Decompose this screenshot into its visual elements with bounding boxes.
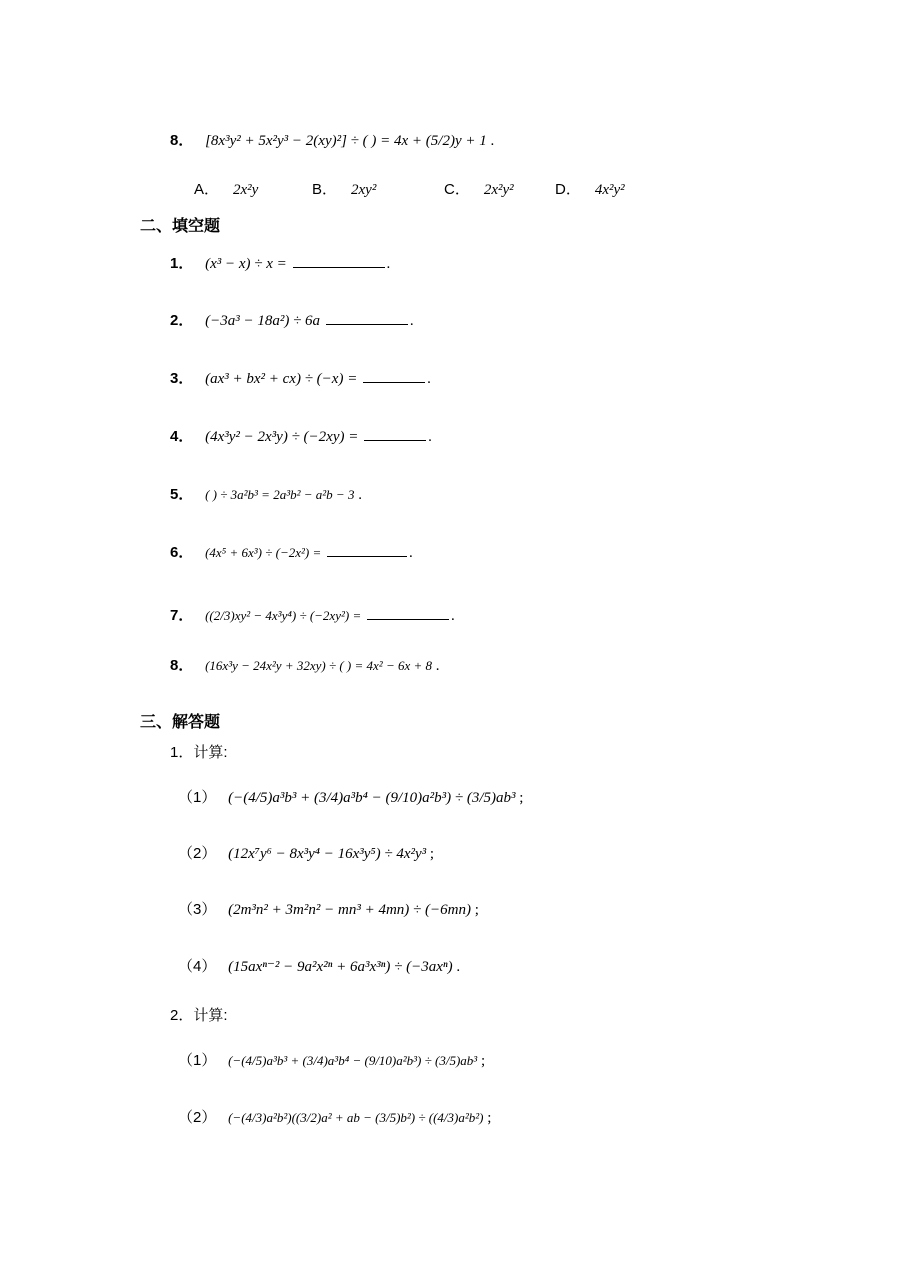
question-number: 1． [170,255,194,272]
answer-blank[interactable] [293,266,385,268]
question-number: 8． [170,132,194,149]
solve-q1-part-4 [178,957,460,977]
end-mark: . [456,959,461,975]
fill-item-6 [170,543,413,563]
math-expression: (4x³y² − 2x³y) ÷ (−2xy) = [205,429,359,445]
option-value: 2x²y [233,182,259,198]
answer-blank[interactable] [364,439,426,441]
end-mark: . [450,608,455,624]
solve-q1-part-1 [178,788,523,808]
fill-item-5 [170,485,362,505]
math-expression: (4x⁵ + 6x³) ÷ (−2x²) = [205,545,322,560]
solve-q2-label [170,1006,228,1026]
end-mark: ; [429,846,435,862]
part-label: （2） [178,1109,217,1126]
part-label: （3） [178,901,217,918]
end-mark: . [358,487,362,503]
section-title-solve: 三、解答题 [140,714,221,731]
solve-q1-part-3 [178,900,479,920]
solve-q1-label [170,743,228,763]
math-expression: (2m³n² + 3m²n² − mn³ + 4mn) ÷ (−6mn) [228,902,471,918]
part-label: （1） [178,789,217,806]
solve-q2-part-2 [178,1108,491,1128]
fill-item-4 [170,427,432,447]
answer-blank[interactable] [326,323,408,325]
part-label: （4） [178,958,217,975]
option-a [194,178,258,199]
fill-item-7 [170,606,455,626]
fill-item-1 [170,254,390,274]
answer-blank[interactable] [327,555,407,557]
question-number: 7． [170,607,194,624]
fill-item-2 [170,311,414,331]
math-expression: (−(4/5)a³b³ + (3/4)a³b⁴ − (9/10)a²b³) ÷ (3/5)ab³ [228,1053,478,1068]
math-expression: (ax³ + bx² + cx) ÷ (−x) = [205,371,358,387]
end-mark: ; [474,902,479,918]
solve-q2-part-1 [178,1051,485,1071]
solve-q1-part-2 [178,844,434,864]
math-expression: ((2/3)xy² − 4x³y⁴) ÷ (−2xy²) = [205,608,362,623]
section-title-fill-blank: 二、填空题 [140,218,221,235]
end-mark: . [409,545,413,561]
math-expression: (x³ − x) ÷ x = [205,256,287,272]
option-label: D． [555,181,581,198]
question-number: 3． [170,370,194,387]
option-d [555,178,625,199]
end-mark: . [427,371,431,387]
option-value: 4x²y² [594,182,625,198]
question-label: 1．计算: [170,744,228,761]
fill-item-3 [170,369,431,389]
math-expression: (16x³y − 24x²y + 32xy) ÷ ( ) = 4x² − 6x + 8 [205,658,433,673]
math-expression: (−(4/5)a³b³ + (3/4)a³b⁴ − (9/10)a²b³) ÷ (3/5)ab³ [228,790,516,806]
end-mark: ; [519,790,524,806]
option-b [312,178,376,199]
question-number: 4． [170,428,194,445]
answer-blank[interactable] [363,381,425,383]
option-label: B． [312,181,338,198]
option-label: A． [194,181,220,198]
part-label: （2） [178,845,217,862]
option-c [444,178,514,199]
end-mark: . [490,133,495,149]
end-mark: . [428,429,432,445]
end-mark: . [409,313,414,329]
fill-item-8 [170,656,440,676]
question-number: 5． [170,486,194,503]
end-mark: . [435,658,440,674]
math-expression: (−3a³ − 18a²) ÷ 6a [205,313,321,329]
math-expression: (−(4/3)a²b²)((3/2)a² + ab − (3/5)b²) ÷ ((4/3)a²b²) [228,1110,484,1125]
end-mark: ; [487,1110,492,1126]
end-mark: . [386,256,391,272]
math-expression: (12x⁷y⁶ − 8x³y⁴ − 16x³y⁵) ÷ 4x²y³ [228,846,427,862]
math-expression: (15axⁿ⁻² − 9a²x²ⁿ + 6a³x³ⁿ) ÷ (−3axⁿ) [228,959,453,975]
answer-blank[interactable] [367,618,449,620]
end-mark: ; [480,1053,486,1069]
question-number: 8． [170,657,194,674]
question-number: 2． [170,312,194,329]
question-number: 6． [170,544,194,561]
math-expression: ( ) ÷ 3a²b³ = 2a³b² − a²b − 3 [205,487,355,502]
question-8 [170,131,494,151]
option-value: 2x²y² [483,182,514,198]
option-label: C． [444,181,470,198]
math-expression: [8x³y² + 5x²y³ − 2(xy)²] ÷ ( ) = 4x + (5/2)y + 1 [205,133,487,149]
part-label: （1） [178,1052,217,1069]
option-value: 2xy² [351,182,377,198]
question-label: 2．计算: [170,1007,228,1024]
